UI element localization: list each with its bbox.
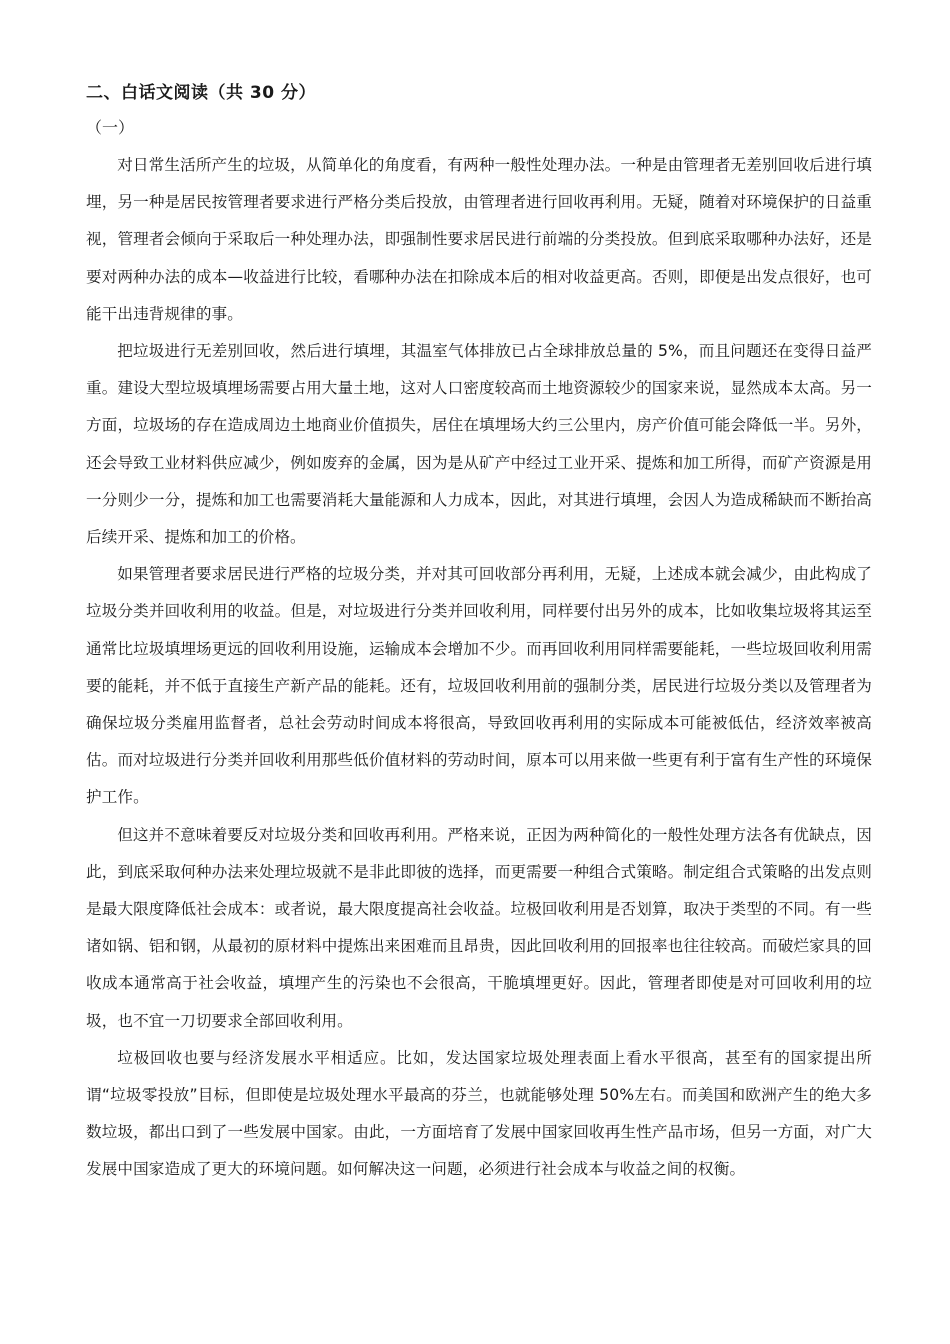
paragraph-2: 把垃圾进行无差别回收，然后进行填埋，其温室气体排放已占全球排放总量的 5%，而且问题还在变得日益严重。建设大型垃圾填埋场需要占用大量土地，这对人口密度较高而土地资源较少的国家来说，显然成本太高。另一方面，垃圾场的存在造成周边土地商业价值损失，居住在填埋场大约三公里内，房产价值可能会降低一半。另外，还会导致工业材料供应减少，例如废弃的金属，因为是从矿产中经过工业开采、提炼和加工所得，而矿产资源是用一分则少一分，提炼和加工也需要消耗大量能源和人力成本，因此，对其进行填埋，会因人为造成稀缺而不断抬高后续开采、提炼和加工的价格。	[86, 342, 872, 547]
paragraph-4: 但这并不意味着要反对垃圾分类和回收再利用。严格来说，正因为两种简化的一般性处理方法各有优缺点，因此，到底采取何种办法来处理垃圾就不是非此即彼的选择，而更需要一种组合式策略。制定组合式策略的出发点则是最大限度降低社会成本：或者说，最大限度提高社会收益。垃极回收利用是否划算，取决于类型的不同。有一些诸如锅、铝和钢，从最初的原材料中提炼出来困难而且昂贵，因此回收利用的回报率也往往较高。而破烂家具的回收成本通常高于社会收益，填埋产生的污染也不会很高，干脆填埋更好。因此，管理者即使是对可回收利用的垃圾，也不宜一刀切要求全部回收利用。	[86, 825, 872, 1030]
paragraph-5: 垃极回收也要与经济发展水平相适应。比如，发达国家垃圾处理表面上看水平很高，甚至有的国家提出所谓“垃圾零投放”目标，但即使是垃圾处理水平最高的芬兰，也就能够处理 50%左右。而美国和欧洲产生的绝大多数垃圾，都出口到了一些发展中国家。由此，一方面培育了发展中国家回收再生性产品市场，但另一方面，对广大发展中国家造成了更大的环境问题。如何解决这一问题，必须进行社会成本与收益之间的权衡。	[86, 1048, 872, 1179]
article-body	[86, 147, 872, 1189]
part-label: （一）	[86, 118, 135, 137]
section-title: 二、白话文阅读（共 30 分）	[86, 83, 316, 103]
paragraph-1: 对日常生活所产生的垃圾，从简单化的角度看，有两种一般性处理办法。一种是由管理者无差别回收后进行填埋，另一种是居民按管理者要求进行严格分类后投放，由管理者进行回收再利用。无疑，随着对环境保护的日益重视，管理者会倾向于采取后一种处理办法，即强制性要求居民进行前端的分类投放。但到底采取哪种办法好，还是要对两种办法的成本—收益进行比较，看哪种办法在扣除成本后的相对收益更高。否则，即便是出发点很好，也可能干出违背规律的事。	[86, 156, 872, 323]
paragraph-3: 如果管理者要求居民进行严格的垃圾分类，并对其可回收部分再利用，无疑，上述成本就会减少，由此构成了垃圾分类并回收利用的收益。但是，对垃圾进行分类并回收利用，同样要付出另外的成本，比如收集垃圾将其运至通常比垃圾填埋场更远的回收利用设施，运输成本会增加不少。而再回收利用同样需要能耗，一些垃圾回收利用需要的能耗，并不低于直接生产新产品的能耗。还有，垃圾回收利用前的强制分类，居民进行垃圾分类以及管理者为确保垃圾分类雇用监督者，总社会劳动时间成本将很高，导致回收再利用的实际成本可能被低估，经济效率被高估。而对垃圾进行分类并回收利用那些低价值材料的劳动时间，原本可以用来做一些更有利于富有生产性的环境保护工作。	[86, 565, 872, 807]
